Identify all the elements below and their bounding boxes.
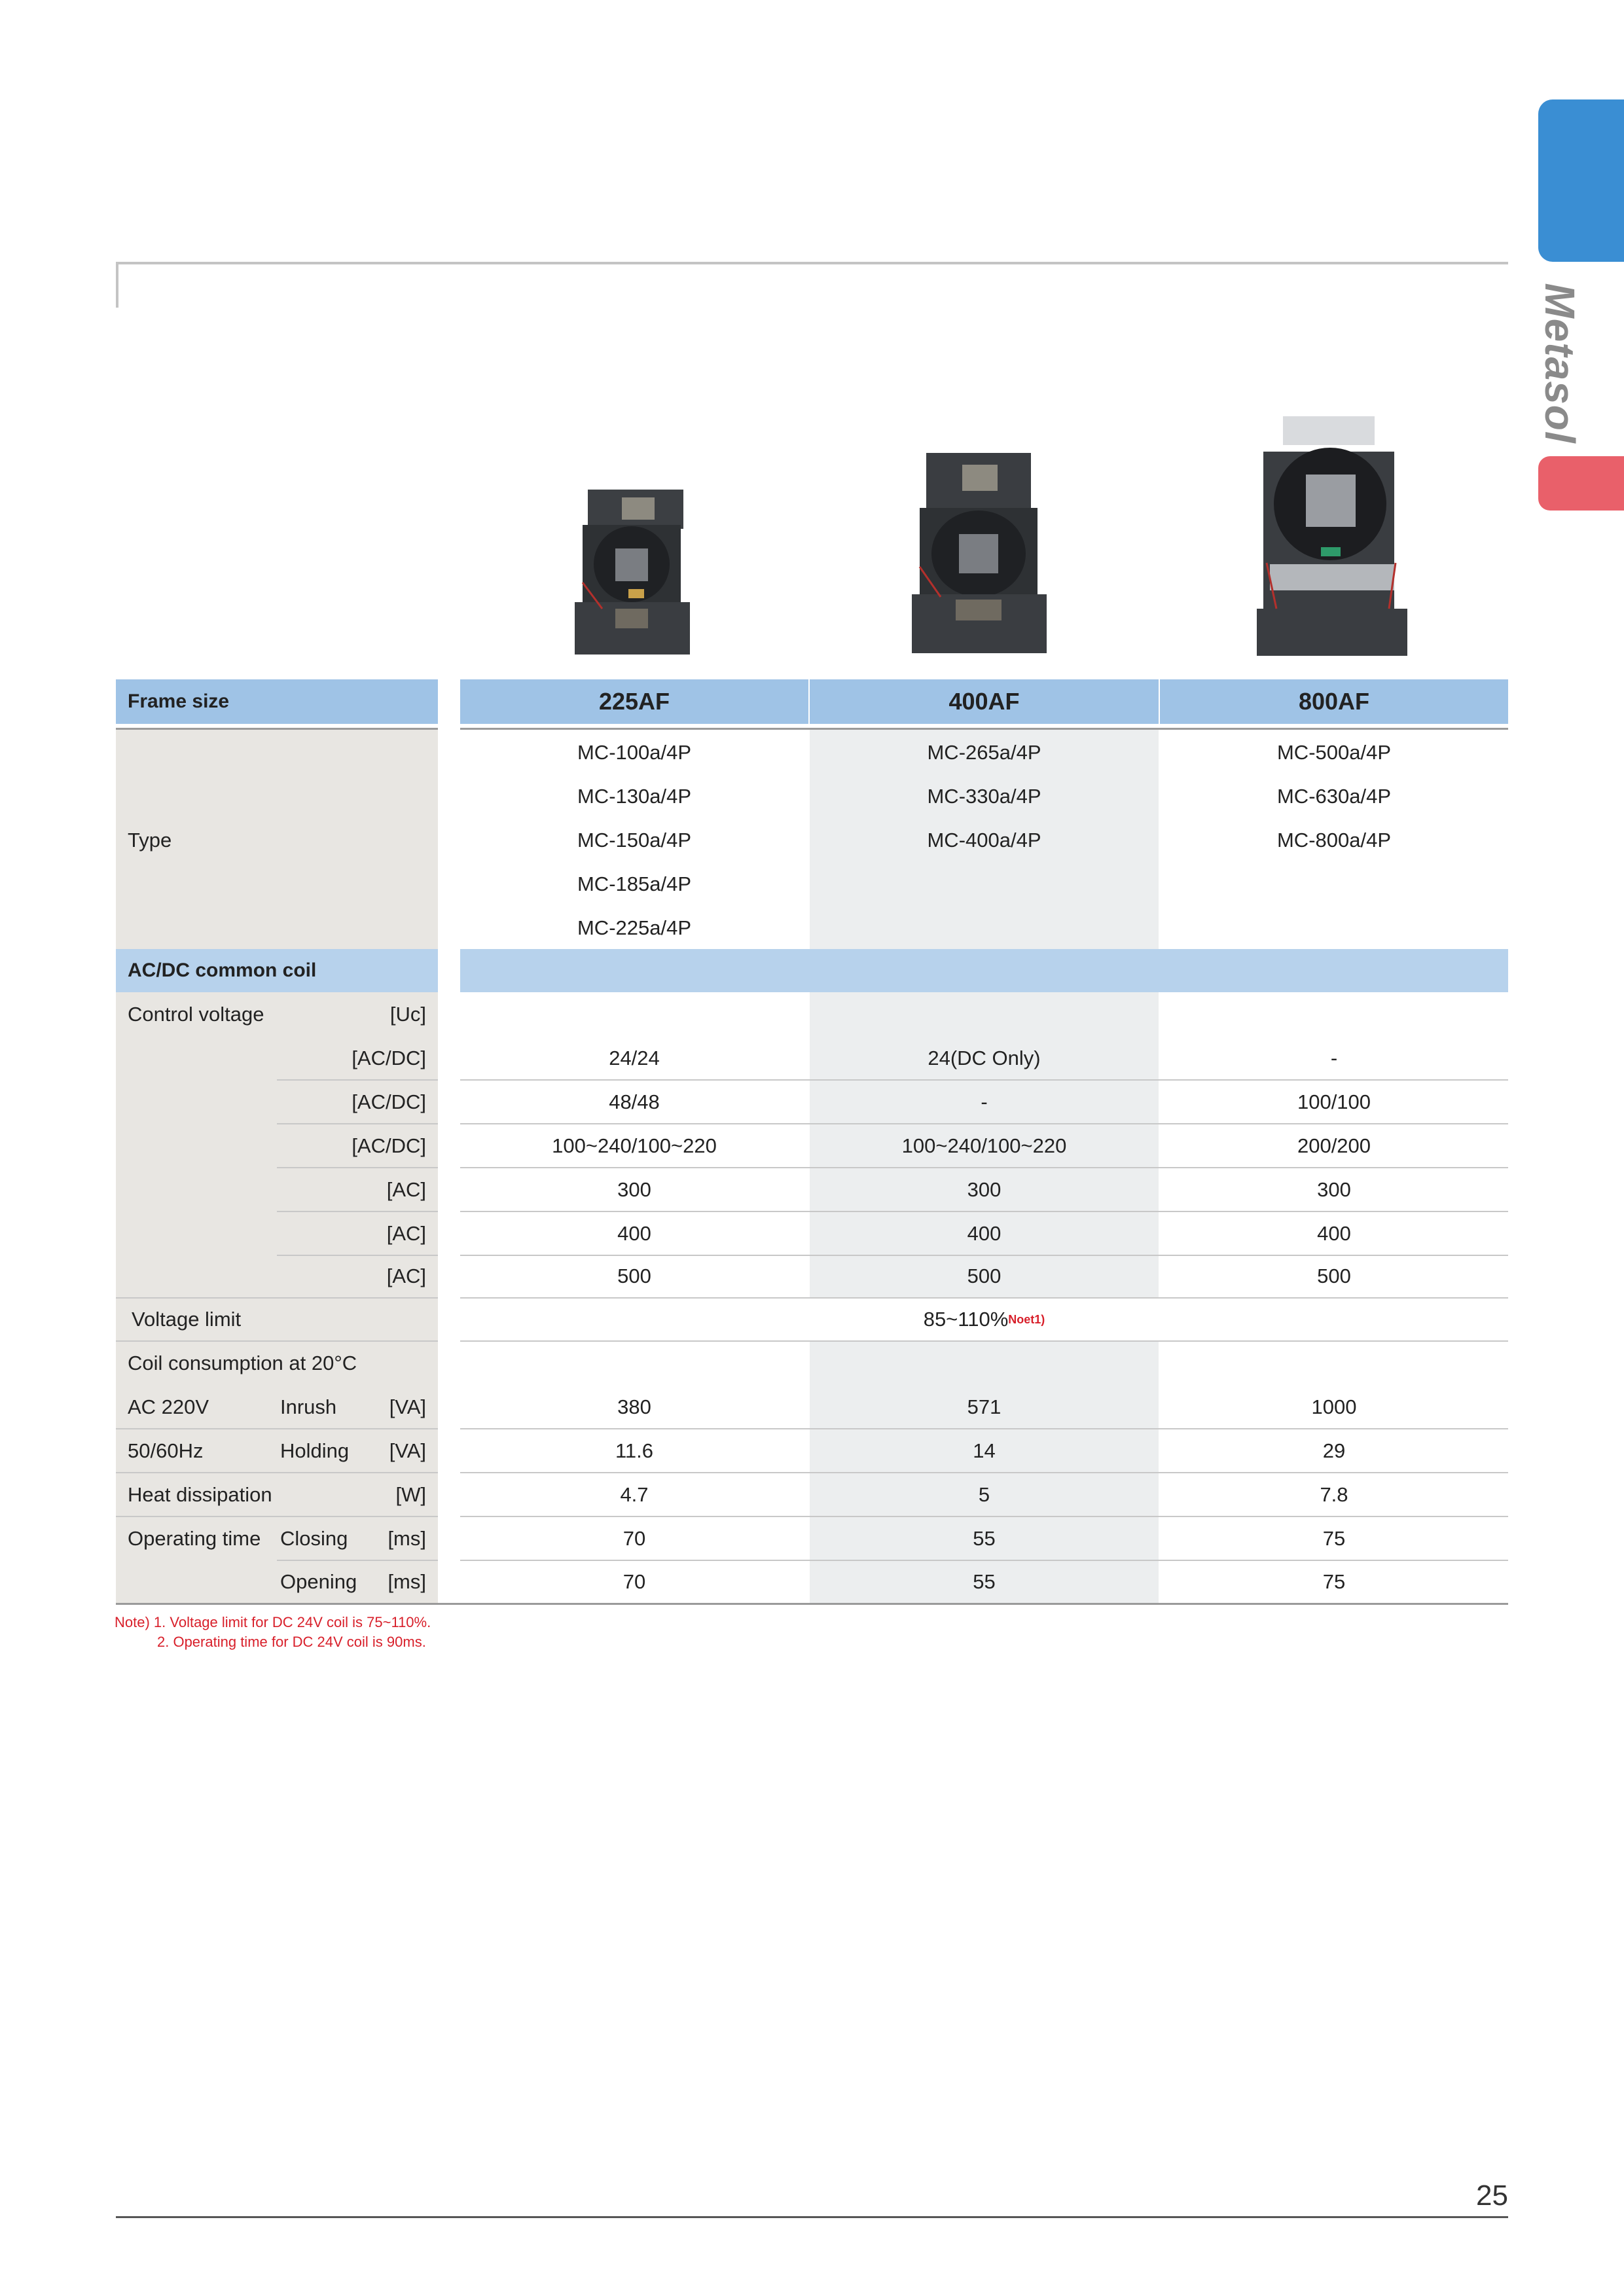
- type-800-1: MC-500a/4P: [1276, 740, 1392, 764]
- type-400-3: MC-400a/4P: [927, 828, 1041, 852]
- closing-unit: [ms]: [388, 1526, 426, 1550]
- cv-row-4-225: 300: [617, 1177, 651, 1201]
- cv-row-2-800: 100/100: [1297, 1090, 1371, 1113]
- inrush-225: 380: [617, 1395, 651, 1418]
- holding-400: 14: [973, 1439, 996, 1462]
- opening-unit: [ms]: [388, 1570, 426, 1593]
- inrush-label-1: AC 220V: [128, 1395, 209, 1418]
- type-label: Type: [128, 828, 172, 852]
- opening-label: Opening: [280, 1570, 357, 1593]
- closing-800: 75: [1322, 1526, 1346, 1550]
- cv-row-6-unit: [AC]: [386, 1265, 426, 1287]
- type-225-2: MC-130a/4P: [577, 784, 692, 808]
- opening-800: 75: [1322, 1570, 1346, 1593]
- side-tab-blue: [1538, 99, 1624, 262]
- opening-225: 70: [623, 1570, 646, 1593]
- product-image-800af: [1244, 412, 1420, 668]
- coil-consumption-label: Coil consumption at 20°C: [128, 1352, 357, 1374]
- cv-row-2-225: 48/48: [609, 1090, 660, 1113]
- cv-row-3-400: 100~240/100~220: [901, 1134, 1067, 1157]
- cv-row-6-225: 500: [617, 1265, 651, 1287]
- coil-section-bar: [460, 949, 1508, 992]
- holding-label-1: 50/60Hz: [128, 1439, 204, 1462]
- holding-unit: [VA]: [389, 1439, 426, 1462]
- product-image-400af: [900, 449, 1057, 665]
- cv-row-1-225: 24/24: [609, 1046, 660, 1069]
- cv-row-5-400: 400: [967, 1221, 1001, 1245]
- holding-label-2: Holding: [280, 1439, 350, 1462]
- cv-row-5-800: 400: [1317, 1221, 1351, 1245]
- cv-row-4-unit: [AC]: [386, 1177, 426, 1201]
- opening-400: 55: [973, 1570, 996, 1593]
- cv-row-6-800: 500: [1317, 1265, 1351, 1287]
- control-voltage-unit: [Uc]: [389, 1002, 426, 1026]
- heat-400: 5: [978, 1482, 990, 1506]
- cv-row-3-225: 100~240/100~220: [552, 1134, 717, 1157]
- column-header-225af: 225AF: [460, 679, 808, 724]
- cv-row-4-800: 300: [1317, 1177, 1351, 1201]
- cv-row-3-unit: [AC/DC]: [352, 1134, 426, 1157]
- cv-row-5-unit: [AC]: [386, 1221, 426, 1245]
- voltage-limit-value: [460, 1299, 1508, 1340]
- note-2: 2. Operating time for DC 24V coil is 90ms.: [157, 1634, 426, 1650]
- cv-row-1-800: -: [1330, 1046, 1338, 1069]
- type-800-2: MC-630a/4P: [1276, 784, 1392, 808]
- cv-row-1-400: 24(DC Only): [928, 1046, 1041, 1069]
- type-400-2: MC-330a/4P: [927, 784, 1041, 808]
- brand-label: Metasol: [1536, 283, 1583, 444]
- inrush-800: 1000: [1311, 1395, 1357, 1418]
- holding-800: 29: [1322, 1439, 1346, 1462]
- heat-unit: [W]: [395, 1482, 426, 1506]
- heat-label: Heat dissipation: [128, 1482, 272, 1506]
- type-225-3: MC-150a/4P: [577, 828, 692, 852]
- heat-800: 7.8: [1320, 1482, 1348, 1506]
- section-title-bracket: [116, 262, 1508, 308]
- type-225-5: MC-225a/4P: [577, 916, 692, 939]
- product-image-225af: [563, 484, 700, 668]
- cv-row-6-400: 500: [967, 1265, 1001, 1287]
- type-225-4: MC-185a/4P: [577, 872, 692, 895]
- closing-label: Closing: [280, 1526, 348, 1550]
- closing-400: 55: [973, 1526, 996, 1550]
- side-tab-red: [1538, 456, 1624, 511]
- voltage-limit-note-ref: Noet1): [1008, 1312, 1045, 1326]
- column-header-400af: 400AF: [810, 679, 1159, 724]
- cv-row-4-400: 300: [967, 1177, 1001, 1201]
- type-800-3: MC-800a/4P: [1276, 828, 1392, 852]
- inrush-unit: [VA]: [389, 1395, 426, 1418]
- cv-row-5-225: 400: [617, 1221, 651, 1245]
- control-voltage-label: Control voltage: [128, 1002, 264, 1026]
- cv-row-3-800: 200/200: [1297, 1134, 1371, 1157]
- note-1: Note) 1. Voltage limit for DC 24V coil is 75~110%.: [115, 1614, 431, 1630]
- cv-row-1-unit: [AC/DC]: [352, 1046, 426, 1069]
- cv-row-2-400: -: [981, 1090, 988, 1113]
- footer-line: [116, 2216, 1508, 2218]
- voltage-limit-text: 85~110%: [923, 1308, 1009, 1331]
- inrush-label-2: Inrush: [280, 1395, 337, 1418]
- holding-225: 11.6: [615, 1439, 654, 1462]
- heat-225: 4.7: [620, 1482, 649, 1506]
- operating-label: Operating time: [128, 1526, 261, 1550]
- cv-row-2-unit: [AC/DC]: [352, 1090, 426, 1113]
- voltage-limit-label: Voltage limit: [132, 1308, 242, 1331]
- column-header-800af: 800AF: [1160, 679, 1508, 724]
- page-number: 25: [1476, 2179, 1508, 2212]
- inrush-400: 571: [967, 1395, 1001, 1418]
- type-225-1: MC-100a/4P: [577, 740, 692, 764]
- closing-225: 70: [623, 1526, 646, 1550]
- frame-size-label: Frame size: [116, 679, 438, 724]
- coil-section-label: AC/DC common coil: [116, 949, 438, 992]
- type-400-1: MC-265a/4P: [927, 740, 1041, 764]
